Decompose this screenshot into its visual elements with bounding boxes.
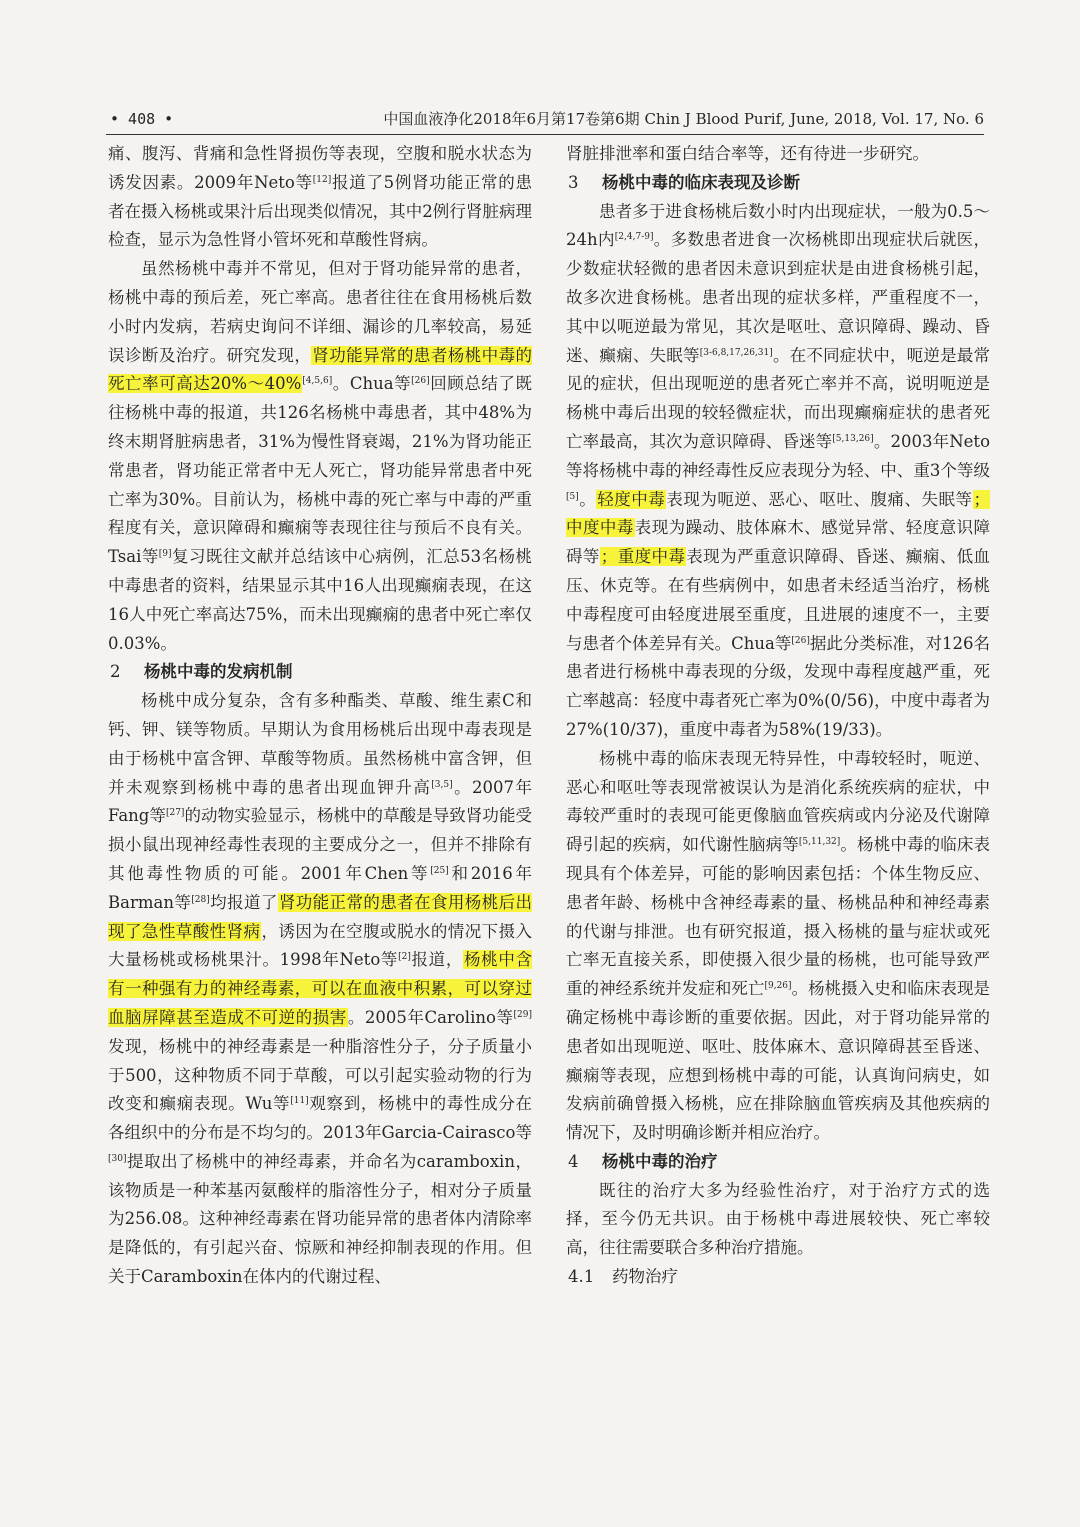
citation-ref: [5,13,26]	[832, 433, 874, 444]
section-heading: 3 杨桃中毒的临床表现及诊断	[568, 172, 800, 192]
citation-ref: [25]	[430, 865, 449, 876]
highlighted-text: ；重度中毒	[600, 547, 686, 567]
citation-ref: [28]	[191, 894, 210, 905]
journal-citation: 中国血液净化2018年6月第17卷第6期 Chin J Blood Purif, June, 2018, Vol. 17, No. 6	[383, 110, 984, 128]
citation-ref: [9]	[158, 549, 172, 560]
paragraph: 患者多于进食杨桃后数小时内出现症状，一般为0.5～24h内[2,4,7-9]。多数患者进食一次杨桃即出现症状后就医，少数症状轻微的患者因未意识到症状是由进食杨桃引起，故多次进食杨桃。患者出现的症状多样，严重程度不一，其中以呃逆最为常见，其次是呕吐、意识障碍、躁动、昏迷、癫痫、失眠等[3-6,8,17,26,31]。在不同症状中，呃逆是最常见的症状，但出现呃逆的患者死亡率并不高，说明呃逆是杨桃中毒后出现的较轻微症状，而出现癫痫症状的患者死亡率最高，其次为意识障碍、昏迷等[5,13,26]。2003年Neto等将杨桃中毒的神经毒性反应表现分为轻、中、重3个等级[5]。轻度中毒表现为呃逆、恶心、呕吐、腹痛、失眠等；中度中毒表现为躁动、肢体麻木、感觉异常、轻度意识障碍等；重度中毒表现为严重意识障碍、昏迷、癫痫、低血压、休克等。在有些病例中，如患者未经适当治疗，杨桃中毒程度可由轻度进展至重度，且进展的速度不一，主要与患者个体差异有关。Chua等[26]据此分类标准，对126名患者进行杨桃中毒表现的分级，发现中毒程度越严重，死亡率越高：轻度中毒者死亡率为0%(0/56)，中度中毒者为27%(10/37)，重度中毒者为58%(19/33)。	[566, 201, 991, 739]
citation-ref: [29]	[513, 1009, 533, 1020]
page-number: • 408 •	[110, 110, 174, 128]
highlighted-text: 轻度中毒	[597, 489, 666, 509]
citation-ref: [5,11,32]	[798, 837, 841, 848]
paragraph: 肾脏排泄率和蛋白结合率等，还有待进一步研究。	[566, 144, 929, 163]
citation-ref: [3,5]	[431, 779, 453, 790]
citation-ref: [2]	[398, 952, 411, 963]
paragraph: 虽然杨桃中毒并不常见，但对于肾功能异常的患者，杨桃中毒的预后差，死亡率高。患者往往在食用杨桃后数小时内发病，若病史询问不详细、漏诊的几率较高，易延误诊断及治疗。研究发现，肾功能异常的患者杨桃中毒的死亡率可高达20%～40%[4,5,6]。Chua等[26]回顾总结了既往杨桃中毒的报道，共126名杨桃中毒患者，其中48%为终末期肾脏病患者，31%为慢性肾衰竭，21%为肾功能正常患者，肾功能正常者中无人死亡，肾功能异常患者中死亡率为30%。目前认为，杨桃中毒的死亡率与中毒的严重程度有关，意识障碍和癫痫等表现往往与预后不良有关。Tsai等[9]复习既往文献并总结该中心病例，汇总53名杨桃中毒患者的资料，结果显示其中16人出现癫痫表现，在这16人中死亡率高达75%，而未出现癫痫的患者中死亡率仅0.03%。	[108, 259, 533, 653]
citation-ref: [26]	[791, 635, 810, 646]
section-heading: 4 杨桃中毒的治疗	[568, 1151, 718, 1171]
citation-ref: [5]	[566, 491, 579, 502]
paragraph: 痛、腹泻、背痛和急性肾损伤等表现，空腹和脱水状态为诱发因素。2009年Neto等[12]报道了5例肾功能正常的患者在摄入杨桃或果汁后出现类似情况，其中2例行肾脏病理检查，显示为急性肾小管坏死和草酸性肾病。	[108, 144, 532, 250]
subsection-heading: 4.1 药物治疗	[568, 1267, 678, 1287]
paragraph: 既往的治疗大多为经验性治疗，对于治疗方式的选择，至今仍无共识。由于杨桃中毒进展较快、死亡率较高，往往需要联合多种治疗措施。	[566, 1180, 990, 1258]
page-header	[106, 108, 984, 135]
citation-ref: [2,4,7-9]	[614, 232, 654, 243]
highlighted-text: ；中度中毒	[566, 489, 991, 538]
citation-ref: [3-6,8,17,26,31]	[699, 347, 773, 358]
citation-ref: [9,26]	[764, 981, 792, 992]
section-heading: 2 杨桃中毒的发病机制	[110, 662, 293, 682]
highlighted-text: 肾功能异常的患者杨桃中毒的死亡率可高达20%～40%	[108, 345, 532, 394]
right-column	[566, 140, 990, 1292]
paragraph: 杨桃中成分复杂，含有多种酯类、草酸、维生素C和钙、钾、镁等物质。早期认为食用杨桃后出现中毒表现是由于杨桃中富含钾、草酸等物质。虽然杨桃中富含钾，但并未观察到杨桃中毒的患者出现血钾升高[3,5]。2007年Fang等[27]的动物实验显示，杨桃中的草酸是导致肾功能受损小鼠出现神经毒性表现的主要成分之一，但并不排除有其他毒性物质的可能。2001年Chen等[25]和2016年Barman等[28]均报道了肾功能正常的患者在食用杨桃后出现了急性草酸性肾病，诱因为在空腹或脱水的情况下摄入大量杨桃或杨桃果汁。1998年Neto等[2]报道，杨桃中含有一种强有力的神经毒素，可以在血液中积累，可以穿过血脑屏障甚至造成不可逆的损害。2005年Carolino等[29]发现，杨桃中的神经毒素是一种脂溶性分子，分子质量小于500，这种物质不同于草酸，可以引起实验动物的行为改变和癫痫表现。Wu等[11]观察到，杨桃中的毒性成分在各组织中的分布是不均匀的。2013年Garcia-Cairasco等[30]提取出了杨桃中的神经毒素，并命名为caramboxin，该物质是一种苯基丙氨酸样的脂溶性分子，相对分子质量为256.08。这种神经毒素在肾功能异常的患者体内清除率是降低的，有引起兴奋、惊厥和神经抑制表现的作用。但关于Caramboxin在体内的代谢过程、	[108, 691, 533, 1287]
citation-ref: [12]	[312, 174, 332, 185]
paragraph: 杨桃中毒的临床表现无特异性，中毒较轻时，呃逆、恶心和呕吐等表现常被误认为是消化系统疾病的症状，中毒较严重时的表现可能更像脑血管疾病或内分泌及代谢障碍引起的疾病，如代谢性脑病等[5,11,32]。杨桃中毒的临床表现具有个体差异，可能的影响因素包括：个体生物反应、患者年龄、杨桃中含神经毒素的量、杨桃品种和神经毒素的代谢与排泄。也有研究报道，摄入杨桃的量与症状或死亡率无直接关系，即使摄入很少量的杨桃，也可能导致严重的神经系统并发症和死亡[9,26]。杨桃摄入史和临床表现是确定杨桃中毒诊断的重要依据。因此，对于肾功能异常的患者如出现呃逆、呕吐、肢体麻木、意识障碍甚至昏迷、癫痫等表现，应想到杨桃中毒的可能，认真询问病史，如发病前确曾摄入杨桃，应在排除脑血管疾病及其他疾病的情况下，及时明确诊断并相应治疗。	[566, 748, 991, 1143]
citation-ref: [26]	[411, 376, 430, 387]
highlighted-text: 杨桃中含有一种强有力的神经毒素，可以在血液中积累，可以穿过血脑屏障甚至造成不可逆的损害	[108, 950, 533, 1027]
citation-ref: [11]	[290, 1096, 309, 1107]
left-column	[108, 140, 532, 1292]
highlighted-text: 肾功能正常的患者在食用杨桃后出现了急性草酸性肾病	[108, 892, 533, 941]
citation-ref: [27]	[165, 808, 185, 819]
citation-ref: [30]	[108, 1153, 127, 1164]
citation-ref: [4,5,6]	[302, 376, 333, 387]
